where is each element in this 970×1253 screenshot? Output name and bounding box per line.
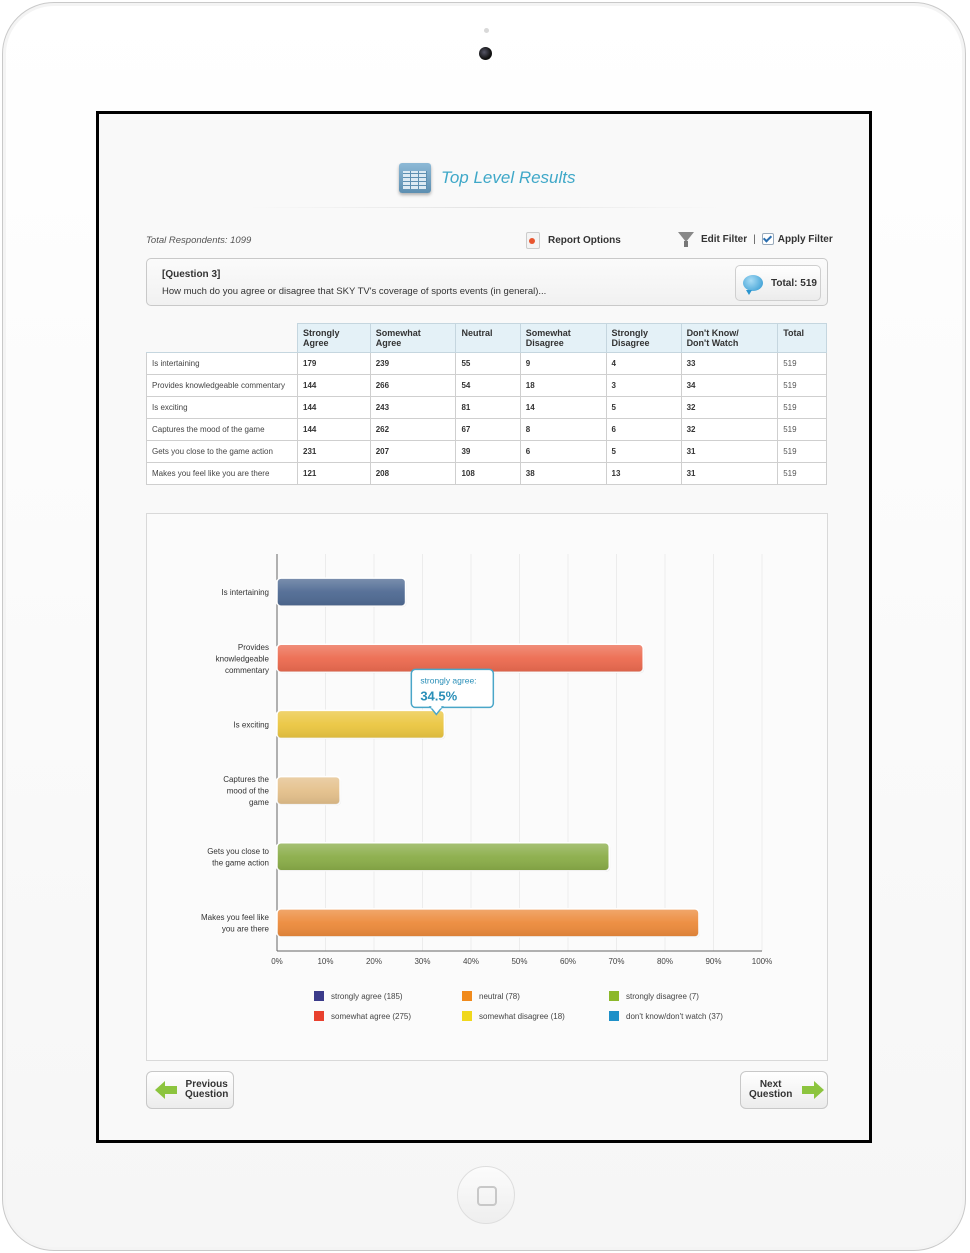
category-label: knowledgeable [215,654,269,664]
next-question-button[interactable] [740,1071,828,1109]
row-label: Gets you close to the game action [147,441,298,463]
bar-chart [147,514,827,984]
table-cell: 3 [606,375,681,397]
table-cell: 55 [456,353,520,375]
results-table [146,323,827,485]
col-header: Total [778,324,827,353]
question-panel [146,258,828,306]
table-cell: 207 [370,441,456,463]
row-label: Makes you feel like you are there [147,463,298,485]
x-tick-label: 30% [414,957,431,966]
table-cell: 144 [298,419,371,441]
row-label: Captures the mood of the game [147,419,298,441]
home-square-icon [477,1186,497,1206]
table-cell: 9 [520,353,606,375]
home-button[interactable] [457,1166,515,1224]
apply-filter-checkbox[interactable] [762,233,774,245]
category-label: Captures the [223,775,269,785]
table-cell: 121 [298,463,371,485]
table-row [147,441,827,463]
table-cell: 208 [370,463,456,485]
table-cell: 5 [606,441,681,463]
row-label: Is intertaining [147,353,298,375]
tooltip-pointer-mask [431,704,441,708]
table-cell: 18 [520,375,606,397]
table-cell: 239 [370,353,456,375]
table-cell: 108 [456,463,520,485]
x-tick-label: 50% [511,957,528,966]
bar-gloss [277,777,340,805]
table-cell: 243 [370,397,456,419]
question-text: How much do you agree or disagree that SKY TV's coverage of sports events (in general)... [162,286,547,297]
edit-filter-link[interactable]: Edit Filter [701,233,748,245]
table-cell: 34 [681,375,778,397]
table-cell: 67 [456,419,520,441]
spreadsheet-icon [399,161,431,195]
title-divider [249,207,719,208]
category-label: Provides [237,642,269,652]
tooltip-value: 34.5% [420,688,458,704]
x-tick-label: 10% [317,957,334,966]
table-cell: 4 [606,353,681,375]
filter-toolbar [677,230,833,248]
col-header: Strongly Disagree [606,324,681,353]
category-label: Makes you feel like [200,913,269,923]
table-cell: 32 [681,397,778,419]
category-label: commentary [224,665,269,675]
table-cell: 8 [520,419,606,441]
legend-swatch [609,991,619,1001]
x-tick-label: 90% [705,957,722,966]
legend-label: strongly agree (185) [331,991,403,1001]
table-header-row [147,324,827,353]
table-cell: 266 [370,375,456,397]
table-row [147,397,827,419]
previous-question-button[interactable] [146,1071,234,1109]
category-label: Is intertaining [221,588,269,598]
legend-swatch [609,1011,619,1021]
bar-gloss [277,909,699,937]
arrow-left-icon [155,1080,179,1100]
table-cell: 231 [298,441,371,463]
category-label: Gets you close to [207,847,269,856]
x-tick-label: 80% [656,957,674,966]
tooltip-label: strongly agree: [420,675,477,686]
col-header: Somewhat Agree [370,324,456,353]
table-row [147,419,827,441]
table-cell: 519 [778,463,827,485]
table-cell: 6 [606,419,681,441]
legend-item[interactable] [462,1011,565,1021]
x-tick-label: 100% [751,957,773,966]
page-header [399,158,576,198]
question-number: [Question 3] [162,269,221,280]
category-label: game [248,798,269,808]
bar-gloss [277,843,609,871]
table-cell: 32 [681,419,778,441]
bar-gloss [277,644,643,672]
legend-label: strongly disagree (7) [626,991,699,1001]
category-label: you are there [221,924,269,934]
table-cell: 144 [298,397,371,419]
funnel-icon[interactable] [677,230,695,248]
table-cell: 33 [681,353,778,375]
row-label: Is exciting [147,397,298,419]
report-options-label: Report Options [548,234,621,246]
x-tick-label: 0% [271,957,283,966]
x-tick-label: 60% [559,957,577,966]
apply-filter-label[interactable]: Apply Filter [777,233,833,245]
table-cell: 31 [681,441,778,463]
table-cell: 6 [520,441,606,463]
table-cell: 5 [606,397,681,419]
col-header: Somewhat Disagree [520,324,606,353]
sensor-dot [484,28,489,33]
table-row [147,375,827,397]
row-label: Provides knowledgeable commentary [147,375,298,397]
category-label: Is exciting [233,720,269,730]
total-respondents: Total Respondents: 1099 [146,235,252,246]
table-cell: 519 [778,375,827,397]
filter-separator: | [753,233,756,245]
legend-item[interactable] [609,1011,723,1021]
legend-label: neutral (78) [479,991,520,1001]
x-tick-label: 70% [608,957,625,966]
arrow-right-icon [800,1080,824,1100]
speech-bubble-icon [743,275,763,291]
legend-swatch [314,991,324,1001]
table-cell: 31 [681,463,778,485]
legend-swatch [314,1011,324,1021]
legend-item[interactable] [314,1011,411,1021]
legend-swatch [462,991,472,1001]
table-cell: 179 [298,353,371,375]
bar-chart-panel [146,513,828,1061]
report-options-button[interactable] [524,231,621,249]
app-screen [96,111,872,1143]
table-cell: 54 [456,375,520,397]
table-cell: 14 [520,397,606,419]
legend-item[interactable] [314,991,403,1001]
legend-swatch [462,1011,472,1021]
category-label: mood of the [226,786,269,796]
legend-item[interactable] [462,991,520,1001]
table-row [147,463,827,485]
table-cell: 13 [606,463,681,485]
next-label: Next Question [749,1079,793,1100]
table-row [147,353,827,375]
report-icon [524,231,540,249]
page-title: Top Level Results [441,168,576,187]
col-header: Neutral [456,324,520,353]
legend-label: somewhat agree (275) [331,1011,412,1021]
col-header: Don't Know/ Don't Watch [681,324,778,353]
previous-label: Previous Question [185,1079,229,1100]
total-label: Total: 519 [771,277,817,289]
legend-item[interactable] [609,991,699,1001]
legend-label: don't know/don't watch (37) [626,1011,723,1021]
table-cell: 519 [778,441,827,463]
table-cell: 38 [520,463,606,485]
x-tick-label: 20% [365,957,383,966]
table-cell: 144 [298,375,371,397]
total-button[interactable] [735,265,821,301]
table-cell: 519 [778,397,827,419]
x-tick-label: 40% [462,957,480,966]
table-cell: 39 [456,441,520,463]
table-corner [147,324,298,353]
bar-gloss [277,578,406,606]
table-cell: 519 [778,419,827,441]
table-cell: 519 [778,353,827,375]
table-cell: 81 [456,397,520,419]
col-header: Strongly Agree [298,324,371,353]
legend-label: somewhat disagree (18) [479,1011,565,1021]
camera-icon [479,47,492,60]
table-cell: 262 [370,419,456,441]
bar-gloss [277,710,444,738]
category-label: the game action [212,858,269,868]
